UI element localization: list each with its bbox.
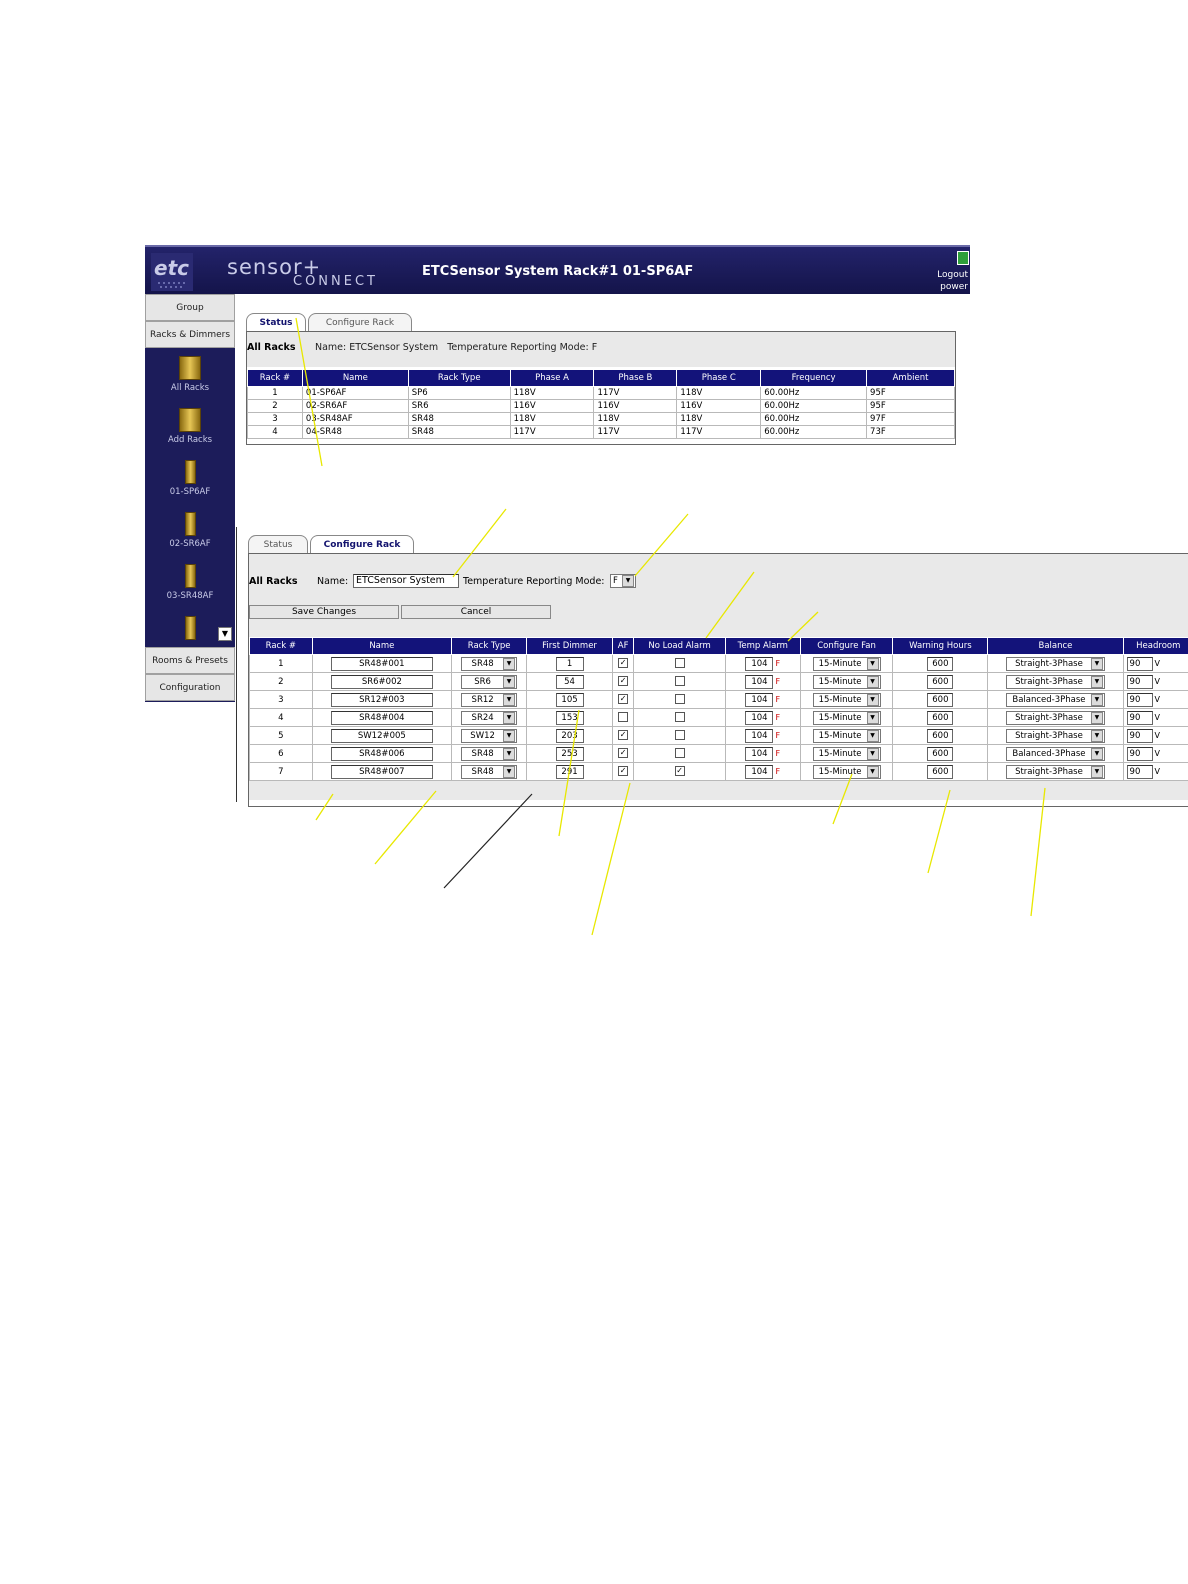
no-load-alarm-checkbox[interactable] <box>675 730 685 740</box>
column-header: Warning Hours <box>893 638 988 655</box>
sidebar-item-label: All Racks <box>170 383 210 393</box>
rack-type-select-value: SR48 <box>471 766 494 777</box>
balance-select[interactable] <box>1006 765 1105 779</box>
no-load-alarm-checkbox[interactable] <box>675 712 685 722</box>
balance-select[interactable] <box>1006 693 1105 707</box>
rack-type-select[interactable] <box>461 765 517 779</box>
panel-heading: All Racks <box>249 576 298 587</box>
sidebar <box>145 294 235 702</box>
rack-type-select[interactable] <box>461 675 517 689</box>
balance-select[interactable] <box>1006 675 1105 689</box>
tab-configure-rack[interactable]: Configure Rack <box>308 313 412 331</box>
chevron-down-icon: ▼ <box>1091 658 1103 670</box>
configure-fan-select-value: 15-Minute <box>818 712 862 723</box>
table-cell: 118V <box>510 387 594 400</box>
rack-name-input[interactable]: SR48#007 <box>331 765 433 779</box>
table-row <box>248 426 955 439</box>
balance-select-value: Straight-3Phase <box>1015 766 1083 777</box>
af-checkbox[interactable]: ✓ <box>619 730 627 740</box>
no-load-alarm-checkbox[interactable] <box>675 748 685 758</box>
table-row <box>248 387 955 400</box>
table-cell: 118V <box>677 387 761 400</box>
first-dimmer-input[interactable]: 54 <box>556 675 584 689</box>
headroom-input[interactable]: 90 <box>1127 675 1153 689</box>
table-cell: 2 <box>248 400 303 413</box>
table-cell: SR48 <box>408 413 510 426</box>
table-row <box>250 709 1188 727</box>
table-cell: 95F <box>867 400 955 413</box>
first-dimmer-input[interactable]: 203 <box>556 729 584 743</box>
table-row <box>248 413 955 426</box>
balance-select[interactable] <box>1006 657 1105 671</box>
rack-number: 3 <box>250 691 313 709</box>
table-row <box>250 727 1188 745</box>
balance-select-value: Balanced-3Phase <box>1012 748 1086 759</box>
table-cell: 1 <box>248 387 303 400</box>
chevron-down-icon: ▼ <box>503 658 515 670</box>
configure-fan-select[interactable] <box>813 747 881 761</box>
rack-name-input[interactable]: SR48#001 <box>331 657 433 671</box>
status-panel <box>246 331 956 445</box>
headroom-unit: V <box>1154 659 1161 668</box>
rack-type-select-value: SR24 <box>471 712 494 723</box>
chevron-down-icon: ▼ <box>503 748 515 760</box>
headroom-unit: V <box>1154 731 1161 740</box>
headroom-unit: V <box>1154 767 1161 776</box>
rack-icon <box>185 512 196 536</box>
no-load-alarm-checkbox[interactable] <box>675 676 685 686</box>
headroom-input[interactable]: 90 <box>1127 657 1153 671</box>
configure-fan-select[interactable] <box>813 729 881 743</box>
temp-unit: F <box>775 767 781 776</box>
configure-fan-select[interactable] <box>813 657 881 671</box>
temp-alarm-input[interactable]: 104 <box>745 747 773 761</box>
sidebar-item-rack-03[interactable] <box>145 564 235 601</box>
rack-type-select-value: SR48 <box>471 658 494 669</box>
balance-select-value: Straight-3Phase <box>1015 676 1083 687</box>
af-checkbox[interactable]: ✓ <box>619 694 627 704</box>
af-checkbox[interactable]: ✓ <box>619 658 627 668</box>
scroll-down-button[interactable]: ▼ <box>218 627 232 641</box>
table-cell: SR48 <box>408 426 510 439</box>
sidebar-item-add-racks[interactable] <box>145 408 235 445</box>
rack-name-input[interactable]: SW12#005 <box>331 729 433 743</box>
racks-icon <box>179 408 201 432</box>
sidebar-item-all-racks[interactable] <box>145 356 235 393</box>
temp-alarm-input[interactable]: 104 <box>745 729 773 743</box>
sidebar-item-rooms-presets[interactable]: Rooms & Presets <box>145 647 235 674</box>
af-checkbox[interactable]: ✓ <box>619 676 627 686</box>
rack-type-select[interactable] <box>461 693 517 707</box>
table-row <box>250 763 1188 781</box>
headroom-unit: V <box>1154 695 1161 704</box>
tab-configure-rack[interactable]: Configure Rack <box>310 535 414 553</box>
sidebar-item-label: Add Racks <box>167 435 213 445</box>
rack-number: 7 <box>250 763 313 781</box>
no-load-alarm-checkbox[interactable] <box>675 658 685 668</box>
etc-logo <box>151 253 193 291</box>
name-label: Name: <box>317 576 349 587</box>
warning-hours-input[interactable]: 600 <box>927 693 953 707</box>
headroom-input[interactable]: 90 <box>1127 729 1153 743</box>
af-checkbox[interactable] <box>618 712 628 722</box>
column-header: Temp Alarm <box>725 638 800 655</box>
temp-alarm-input[interactable]: 104 <box>745 711 773 725</box>
configure-fan-select-value: 15-Minute <box>818 766 862 777</box>
table-row <box>250 745 1188 763</box>
first-dimmer-input[interactable]: 105 <box>556 693 584 707</box>
configure-header-row <box>250 638 1188 655</box>
table-cell: 60.00Hz <box>761 400 867 413</box>
temp-unit: F <box>775 749 781 758</box>
table-cell: 04-SR48 <box>302 426 408 439</box>
sidebar-item-rack-01[interactable] <box>145 460 235 497</box>
column-header: Headroom <box>1123 638 1188 655</box>
column-header: Phase B <box>594 370 677 387</box>
power-icon[interactable] <box>957 251 969 265</box>
chevron-down-icon: ▼ <box>867 730 879 742</box>
warning-hours-input[interactable]: 600 <box>927 729 953 743</box>
table-cell: 01-SP6AF <box>302 387 408 400</box>
table-cell: 116V <box>594 400 677 413</box>
table-cell: SP6 <box>408 387 510 400</box>
chevron-down-icon: ▼ <box>622 575 634 587</box>
balance-select[interactable] <box>1006 729 1105 743</box>
rack-name-input[interactable]: SR48#004 <box>331 711 433 725</box>
table-cell: 117V <box>677 426 761 439</box>
system-name-input[interactable]: ETCSensor System <box>353 574 459 588</box>
chevron-down-icon: ▼ <box>503 730 515 742</box>
headroom-input[interactable]: 90 <box>1127 765 1153 779</box>
table-cell: 97F <box>867 413 955 426</box>
configure-fan-select-value: 15-Minute <box>818 730 862 741</box>
af-checkbox[interactable]: ✓ <box>619 766 627 776</box>
status-table <box>247 369 955 439</box>
sidebar-item-label: 03-SR48AF <box>166 591 214 601</box>
headroom-input[interactable]: 90 <box>1127 711 1153 725</box>
column-header: Rack # <box>250 638 313 655</box>
temp-mode-value: F <box>613 576 618 586</box>
column-header: Rack Type <box>408 370 510 387</box>
table-cell: 4 <box>248 426 303 439</box>
status-panel-top <box>247 332 955 367</box>
column-header: Rack # <box>248 370 303 387</box>
configure-fan-select-value: 15-Minute <box>818 748 862 759</box>
table-cell: 73F <box>867 426 955 439</box>
table-cell: 03-SR48AF <box>302 413 408 426</box>
rack-type-select[interactable] <box>461 657 517 671</box>
warning-hours-input[interactable]: 600 <box>927 765 953 779</box>
af-checkbox[interactable]: ✓ <box>619 748 627 758</box>
column-header: Phase C <box>677 370 761 387</box>
table-cell: 95F <box>867 387 955 400</box>
rack-type-select[interactable] <box>461 711 517 725</box>
rack-name-input[interactable]: SR48#006 <box>331 747 433 761</box>
table-cell: 118V <box>677 413 761 426</box>
chevron-down-icon: ▼ <box>1091 694 1103 706</box>
warning-hours-input[interactable]: 600 <box>927 657 953 671</box>
headroom-input[interactable]: 90 <box>1127 747 1153 761</box>
rack-number: 1 <box>250 655 313 673</box>
racks-icon <box>179 356 201 380</box>
temp-unit: F <box>775 713 781 722</box>
rack-type-select[interactable] <box>461 729 517 743</box>
rack-type-select-value: SR48 <box>471 748 494 759</box>
headroom-unit: V <box>1154 713 1161 722</box>
power-label: power <box>940 282 968 292</box>
rack-number: 4 <box>250 709 313 727</box>
chevron-down-icon: ▼ <box>867 676 879 688</box>
column-header: Balance <box>988 638 1123 655</box>
balance-select-value: Balanced-3Phase <box>1012 694 1086 705</box>
status-info: Name: ETCSensor System Temperature Reporting Mode: F <box>315 342 598 353</box>
app-header <box>145 245 970 294</box>
table-cell: 60.00Hz <box>761 413 867 426</box>
table-cell: 118V <box>594 413 677 426</box>
sidebar-item-label: 02-SR6AF <box>169 539 211 549</box>
chevron-down-icon: ▼ <box>1091 730 1103 742</box>
column-header: No Load Alarm <box>634 638 726 655</box>
headroom-unit: V <box>1154 677 1161 686</box>
sidebar-item-racks-dimmers[interactable]: Racks & Dimmers <box>145 321 235 348</box>
table-cell: 60.00Hz <box>761 426 867 439</box>
temp-alarm-input[interactable]: 104 <box>745 693 773 707</box>
table-cell: 3 <box>248 413 303 426</box>
chevron-down-icon: ▼ <box>1091 676 1103 688</box>
configure-fan-select[interactable] <box>813 765 881 779</box>
configure-fan-select-value: 15-Minute <box>818 694 862 705</box>
logout-link[interactable]: Logout <box>937 270 968 280</box>
first-dimmer-input[interactable]: 253 <box>556 747 584 761</box>
temp-alarm-input[interactable]: 104 <box>745 675 773 689</box>
balance-select-value: Straight-3Phase <box>1015 658 1083 669</box>
no-load-alarm-checkbox[interactable]: ✓ <box>676 766 683 776</box>
first-dimmer-input[interactable]: 1 <box>556 657 584 671</box>
rack-icon <box>185 460 196 484</box>
chevron-down-icon: ▼ <box>867 694 879 706</box>
configure-panel <box>248 553 1188 807</box>
table-cell: 116V <box>510 400 594 413</box>
tab-status[interactable]: Status <box>246 313 306 331</box>
rack-number: 6 <box>250 745 313 763</box>
rack-icon <box>185 564 196 588</box>
table-row <box>250 691 1188 709</box>
column-header: First Dimmer <box>527 638 613 655</box>
table-cell: 118V <box>510 413 594 426</box>
status-header-row <box>248 370 955 387</box>
configure-table <box>249 637 1188 781</box>
rack-type-select-value: SR6 <box>474 676 491 687</box>
temp-unit: F <box>775 695 781 704</box>
column-header: Rack Type <box>452 638 527 655</box>
logout-area <box>937 269 968 293</box>
page-title: ETCSensor System Rack#1 01-SP6AF <box>422 264 694 279</box>
warning-hours-input[interactable]: 600 <box>927 675 953 689</box>
callout-line <box>1031 788 1045 916</box>
column-header: Ambient <box>867 370 955 387</box>
chevron-down-icon: ▼ <box>867 766 879 778</box>
sidebar-divider <box>236 527 237 802</box>
column-header: Name <box>302 370 408 387</box>
chevron-down-icon: ▼ <box>503 676 515 688</box>
panel-heading: All Racks <box>247 342 296 353</box>
headroom-unit: V <box>1154 749 1161 758</box>
chevron-down-icon: ▼ <box>503 712 515 724</box>
temp-unit: F <box>775 731 781 740</box>
column-header: Name <box>312 638 452 655</box>
rack-type-select-value: SW12 <box>470 730 495 741</box>
table-cell: 117V <box>594 387 677 400</box>
column-header: Phase A <box>510 370 594 387</box>
chevron-down-icon: ▼ <box>503 766 515 778</box>
table-row <box>248 400 955 413</box>
rack-type-select-value: SR12 <box>471 694 494 705</box>
configure-fan-select[interactable] <box>813 675 881 689</box>
temp-alarm-input[interactable]: 104 <box>745 765 773 779</box>
cancel-button[interactable]: Cancel <box>401 605 551 619</box>
sidebar-item-configuration[interactable]: Configuration <box>145 674 235 701</box>
balance-select-value: Straight-3Phase <box>1015 730 1083 741</box>
chevron-down-icon: ▼ <box>867 658 879 670</box>
chevron-down-icon: ▼ <box>1091 748 1103 760</box>
temp-unit: F <box>775 677 781 686</box>
sidebar-item-label: 01-SP6AF <box>169 487 211 497</box>
sensor-logo: sensor+ <box>227 255 322 279</box>
table-cell: 117V <box>594 426 677 439</box>
rack-type-select[interactable] <box>461 747 517 761</box>
callout-line <box>444 794 532 888</box>
sidebar-item-rack-02[interactable] <box>145 512 235 549</box>
rack-icon <box>185 616 196 640</box>
warning-hours-input[interactable]: 600 <box>927 711 953 725</box>
rack-number: 5 <box>250 727 313 745</box>
warning-hours-input[interactable]: 600 <box>927 747 953 761</box>
configure-fan-select-value: 15-Minute <box>818 676 862 687</box>
no-load-alarm-checkbox[interactable] <box>675 694 685 704</box>
chevron-down-icon: ▼ <box>1091 766 1103 778</box>
table-cell: 117V <box>510 426 594 439</box>
rack-number: 2 <box>250 673 313 691</box>
chevron-down-icon: ▼ <box>1091 712 1103 724</box>
table-cell: 02-SR6AF <box>302 400 408 413</box>
configure-fan-select-value: 15-Minute <box>818 658 862 669</box>
column-header: AF <box>613 638 634 655</box>
chevron-down-icon: ▼ <box>503 694 515 706</box>
connect-logo: CONNECT <box>293 274 378 289</box>
save-changes-button[interactable]: Save Changes <box>249 605 399 619</box>
first-dimmer-input[interactable]: 153 <box>556 711 584 725</box>
balance-select[interactable] <box>1006 711 1105 725</box>
chevron-down-icon: ▼ <box>867 712 879 724</box>
svg-text:etc: etc <box>154 256 189 280</box>
table-cell: 116V <box>677 400 761 413</box>
table-row <box>250 655 1188 673</box>
table-cell: 60.00Hz <box>761 387 867 400</box>
chevron-down-icon: ▼ <box>867 748 879 760</box>
table-row <box>250 673 1188 691</box>
balance-select[interactable] <box>1006 747 1105 761</box>
first-dimmer-input[interactable]: 291 <box>556 765 584 779</box>
table-cell: SR6 <box>408 400 510 413</box>
rack-name-input[interactable]: SR12#003 <box>331 693 433 707</box>
headroom-input[interactable]: 90 <box>1127 693 1153 707</box>
column-header: Configure Fan <box>800 638 893 655</box>
temp-unit: F <box>775 659 781 668</box>
temp-mode-select[interactable] <box>610 574 636 588</box>
column-header: Frequency <box>761 370 867 387</box>
tab-status[interactable]: Status <box>248 535 308 553</box>
sidebar-item-group[interactable]: Group <box>145 294 235 321</box>
temp-alarm-input[interactable]: 104 <box>745 657 773 671</box>
configure-fan-select[interactable] <box>813 711 881 725</box>
temp-mode-label: Temperature Reporting Mode: <box>463 576 605 587</box>
balance-select-value: Straight-3Phase <box>1015 712 1083 723</box>
rack-name-input[interactable]: SR6#002 <box>331 675 433 689</box>
configure-fan-select[interactable] <box>813 693 881 707</box>
